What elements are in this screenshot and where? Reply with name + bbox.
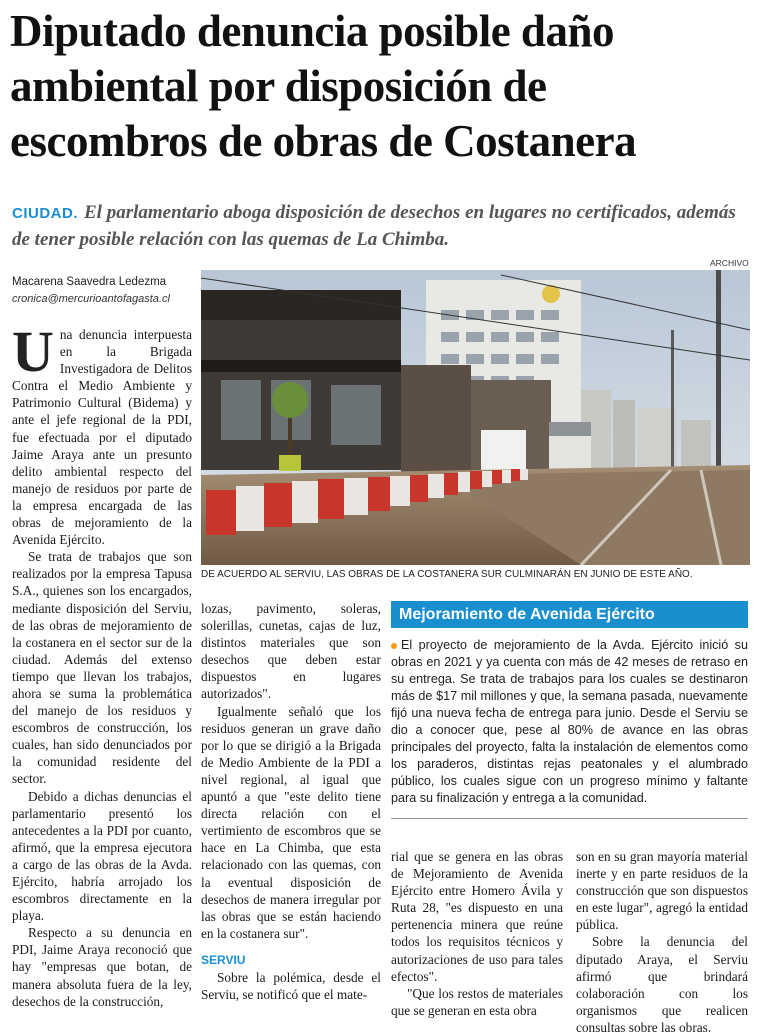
paragraph-4: Respecto a su denuncia en PDI, Jaime Araya reconoció que hay "empresas que botan, de manera absoluta fuera de la ley, desechos de la construcción,	[12, 925, 192, 1009]
photo-caption: DE ACUERDO AL SERVIU, LAS OBRAS DE LA COSTANERA SUR CULMINARÁN EN JUNIO DE ESTE AÑO.	[201, 569, 693, 580]
subhead-serviu: SERVIU	[201, 952, 246, 967]
column-1	[12, 319, 192, 1010]
paragraph-6: Igualmente señaló que los residuos generan un grave daño por lo que se dirigió a la Brigada de Medio Ambiente de la PDI a nivel regional, al igual que apuntó a que "este delito tiene directa relación con el vertimiento de escombros que se hace en La Chimba, que esta relacionado con las quemas, con la eventual disposición de desechos de manera irregular por las obras que se están haciendo en la costanera sur".	[201, 703, 381, 941]
paragraph-7: Sobre la polémica, desde el Serviu, se notificó que el mate-	[201, 969, 381, 1003]
divider	[391, 818, 748, 819]
byline-author: Macarena Saavedra Ledezma	[12, 276, 167, 288]
sidebar-box-title: Mejoramiento de Avenida Ejército	[391, 601, 748, 628]
news-photo	[201, 270, 750, 565]
byline-email[interactable]: cronica@mercurioantofagasta.cl	[12, 293, 170, 305]
kicker	[12, 200, 748, 253]
headline-line-3: escombros de obras de Costanera	[10, 116, 637, 166]
paragraph-9: "Que los restos de materiales que se generan en esta obra	[391, 985, 563, 1018]
paragraph-3: Debido a dichas denuncias el parlamentario presentó los antecedentes a la PDI por cuanto, afirmó, que la empresa ejecutora a cargo de las obras de la Avda. Ejército, habría arrojado los escombros directamente en la playa.	[12, 788, 192, 924]
section-tag: CIUDAD.	[12, 205, 78, 222]
kicker-text: El parlamentario aboga disposición de desechos en lugares no certificados, además de tener posible relación con las quemas de La Chimba.	[12, 202, 736, 250]
column-3	[391, 848, 563, 1019]
paragraph-1	[12, 319, 192, 548]
street-construction-image	[201, 270, 750, 565]
bullet-icon	[391, 643, 397, 649]
paragraph-2: Se trata de trabajos que son realizados por la empresa Tapusa S.A., quienes son los encargados, mediante disposición del Serviu, de las obras de mejoramiento de la costanera en el sector sur de la ciudad. Además del extenso tiempo que llevan los trabajos, ahora se suma la problemática del manejo de los residuos y escombros de construcción, los cuales, han sido denunciados por la comunidad residente del sector.	[12, 549, 192, 787]
paragraph-10: son en su gran mayoría material inerte y en parte residuos de la construcción que son dispuestos en este lugar", agregó la entidad pública.	[576, 849, 748, 933]
sidebar-box-body: El proyecto de mejoramiento de la Avda. Ejército inició su obras en 2021 y ya cuenta con más de 42 meses de retraso en su entrega. Se trata de trabajos para los cuales se destinaron más de $17 mil millones y que, la semana pasada, nuevamente fijó una nueva fecha de entrega para junio. Desde el Serviu se dio a conocer que, pese al 80% de avance en las obras principales del proyecto, falta la instalación de elementos como los paraderos, distintas rejas peatonales y el alumbrado público, los cuales sigue con un progreso mínimo y faltante para su finalización y entrega a la comunidad.	[391, 638, 748, 805]
sidebar-box-text	[391, 637, 748, 807]
paragraph-8: rial que se genera en las obras de Mejoramiento de Avenida Ejército entre Homero Ávila y Ruta 28, "es dispuesto en una pertenencia minera que reúne todos los requisitos técnicos y autorizaciones de uso para tales efectos".	[391, 849, 563, 984]
headline	[10, 4, 750, 169]
photo-credit: ARCHIVO	[710, 258, 749, 268]
headline-line-2: ambiental por disposición de	[10, 61, 547, 111]
drop-cap: U	[12, 319, 54, 384]
headline-line-1: Diputado denuncia posible daño	[10, 6, 614, 56]
paragraph-11: Sobre la denuncia del diputado Araya, el Serviu afirmó que brindará colaboración con los organismos que realicen consultas sobre las obras.	[576, 934, 748, 1035]
column-4	[576, 848, 748, 1036]
column-2	[201, 600, 381, 1003]
paragraph-1-text: na denuncia interpuesta en la Brigada Investigadora de Delitos Contra el Medio Ambiente y Patrimonio Cultural (Bidema) y ante el jefe regional de la PDI, fue efectuada por el diputado Jaime Araya ante un presunto delito ambiental respecto del manejo de residuos por parte de la empresa encargada de las obras de mejoramiento de la Avenida Ejército.	[12, 327, 192, 548]
paragraph-5: lozas, pavimento, soleras, solerillas, cunetas, cajas de luz, distintos materiales que son desechos que deben estar dispuestos en lugares autorizados".	[201, 601, 381, 702]
